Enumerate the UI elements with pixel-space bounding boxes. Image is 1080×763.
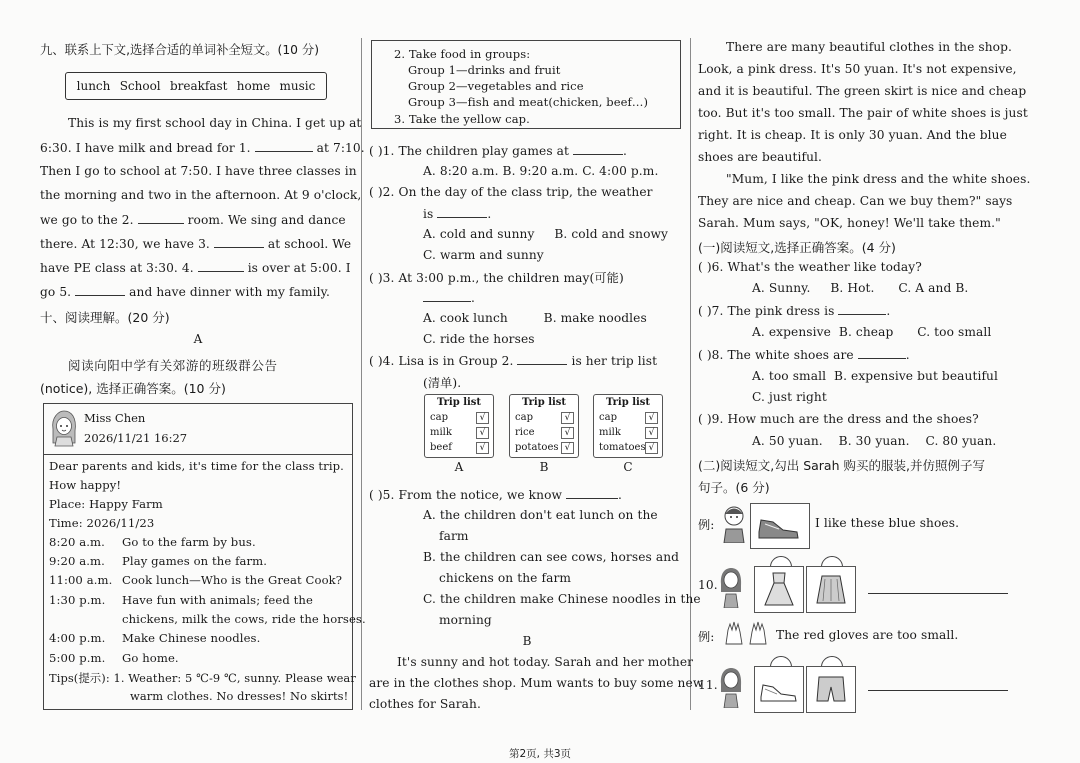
passage-line: right. It is cheap. It is only 30 yuan. And the blue	[698, 128, 1007, 142]
question-8-options: A. too small B. expensive but beautiful	[752, 369, 999, 383]
skirt-picture[interactable]	[806, 566, 856, 613]
notice-line: 2. Take food in groups:	[394, 47, 531, 61]
answer-blank[interactable]	[255, 140, 313, 152]
answer-blank[interactable]	[75, 284, 125, 296]
passage-line: clothes for Sarah.	[369, 697, 481, 711]
question-2-options: A. cold and sunny B. cold and snowy	[423, 227, 669, 241]
shoes-icon	[751, 504, 809, 548]
answer-blank[interactable]	[214, 236, 264, 248]
schedule-desc: chickens, milk the cows, ride the horses.	[122, 612, 366, 626]
example-label: 例:	[698, 630, 715, 644]
girl-icon	[718, 566, 744, 608]
answer-blank[interactable]	[423, 290, 471, 302]
trip-list-card	[593, 394, 663, 458]
trip-option-label: A	[454, 460, 464, 474]
question-9: ( )9. How much are the dress and the shoes?	[698, 412, 979, 426]
page-footer: 第2页, 共3页	[508, 748, 572, 760]
trip-item: potatoes	[515, 442, 559, 453]
question-3-options: A. cook lunch B. make noodles	[423, 311, 647, 325]
trip-item: beef	[430, 442, 452, 453]
passage-line: there. At 12:30, we have 3. at school. We	[40, 237, 352, 251]
trip-item: cap	[430, 412, 448, 423]
question-5-option: C. the children make Chinese noodles in the	[423, 592, 701, 606]
passage-line: are in the clothes shop. Mum wants to buy some new	[369, 676, 704, 690]
shorts-picture[interactable]	[806, 666, 856, 713]
answer-line[interactable]	[868, 689, 1008, 691]
shoes-icon	[755, 667, 803, 712]
passage-line: They are nice and cheap. Can we buy them?" says	[698, 194, 1013, 208]
question-8: ( )8. The white shoes are .	[698, 348, 910, 362]
question-4: ( )4. Lisa is in Group 2. is her trip list	[369, 354, 658, 368]
question-4-cont: (清单).	[423, 376, 462, 390]
passage-line: 6:30. I have milk and bread for 1. at 7:10.	[40, 141, 365, 155]
question-5-option: B. the children can see cows, horses and	[423, 550, 680, 564]
notice-tips: Tips(提示): 1. Weather: 5 ℃-9 ℃, sunny. Please wear	[49, 671, 356, 685]
word-bank	[65, 72, 327, 100]
question-1: ( )1. The children play games at .	[369, 144, 628, 158]
checkmark-icon: √	[476, 442, 489, 454]
word-bank-item: music	[279, 79, 316, 93]
part-a-label: A	[193, 332, 203, 346]
checkmark-icon: √	[645, 412, 658, 424]
trip-list-title: Trip list	[605, 397, 651, 408]
passage-line: too. But it's too small. The pair of white shoes is just	[698, 106, 1028, 120]
trip-item: rice	[515, 427, 535, 438]
passage-line: the morning and two in the afternoon. At 9 o'clock,	[40, 188, 362, 202]
schedule-desc: Cook lunch—Who is the Great Cook?	[122, 573, 343, 587]
passage-line: and it is beautiful. The green skirt is nice and cheap	[698, 84, 1027, 98]
notice-tips: warm clothes. No dresses! No skirts!	[130, 689, 349, 703]
trip-list-card	[509, 394, 579, 458]
dress-icon	[755, 567, 803, 612]
part-b-label: B	[522, 634, 532, 648]
checkmark-icon: √	[561, 427, 574, 439]
intro-line: 阅读向阳中学有关郊游的班级群公告	[68, 358, 278, 373]
trip-list-title: Trip list	[521, 397, 567, 408]
answer-blank[interactable]	[838, 303, 886, 315]
section-9-title: 九、联系上下文,选择合适的单词补全短文。(10 分)	[40, 43, 319, 57]
passage-line: Then I go to school at 7:50. I have three classes in	[40, 164, 357, 178]
trip-item: tomatoes	[599, 442, 646, 453]
checkmark-icon: √	[645, 442, 658, 454]
question-5-option: farm	[439, 529, 469, 543]
answer-blank[interactable]	[138, 212, 184, 224]
example-sentence: I like these blue shoes.	[815, 516, 960, 530]
teacher-avatar-icon	[49, 409, 79, 447]
passage-line: have PE class at 3:30. 4. is over at 5:00. I	[40, 261, 351, 275]
skirt-icon	[807, 567, 855, 612]
class-group-notice	[43, 403, 366, 710]
answer-blank-line: .	[423, 290, 475, 305]
question-3-options: C. ride the horses	[423, 332, 535, 346]
passage-line: Look, a pink dress. It's 50 yuan. It's not expensive,	[698, 62, 1017, 76]
question-9-options: A. 50 yuan. B. 30 yuan. C. 80 yuan.	[752, 434, 997, 448]
trip-option-label: C	[623, 460, 633, 474]
schedule-desc: Make Chinese noodles.	[122, 631, 261, 645]
answer-blank[interactable]	[858, 347, 906, 359]
schedule-time: 4:00 p.m.	[49, 631, 106, 645]
schedule-time: 8:20 a.m.	[49, 535, 105, 549]
question-3: ( )3. At 3:00 p.m., the children may(可能)	[369, 271, 624, 285]
notice-continuation-box	[371, 40, 681, 129]
question-2: ( )2. On the day of the class trip, the weather	[369, 185, 653, 199]
notice-datetime: 2026/11/21 16:27	[84, 431, 188, 445]
answer-blank[interactable]	[198, 260, 244, 272]
question-5-option: chickens on the farm	[439, 571, 572, 585]
word-bank-item: School	[119, 79, 161, 93]
girl-icon	[718, 666, 744, 708]
passage-line: Sarah. Mum says, "OK, honey! We'll take them."	[698, 216, 1001, 230]
question-5-option: A. the children don't eat lunch on the	[423, 508, 658, 522]
notice-line: Time: 2026/11/23	[49, 516, 155, 530]
checkmark-icon: √	[561, 412, 574, 424]
notice-line: Place: Happy Farm	[49, 497, 163, 511]
passage-line: This is my first school day in China. I get up at	[68, 116, 362, 130]
column-divider	[361, 38, 362, 710]
word-bank-item: home	[236, 79, 271, 93]
shoes-picture	[750, 503, 810, 549]
example-label: 例:	[698, 518, 715, 532]
question-7-options: A. expensive B. cheap C. too small	[752, 325, 992, 339]
schedule-time: 9:20 a.m.	[49, 554, 105, 568]
answer-blank[interactable]	[573, 143, 623, 155]
passage-line: shoes are beautiful.	[698, 150, 823, 164]
question-1-options: A. 8:20 a.m. B. 9:20 a.m. C. 4:00 p.m.	[423, 164, 659, 178]
question-7: ( )7. The pink dress is .	[698, 304, 891, 318]
trip-item: milk	[599, 427, 621, 438]
trip-list-card	[424, 394, 494, 458]
column-divider	[690, 38, 691, 710]
passage-line: go 5. and have dinner with my family.	[40, 285, 330, 299]
schedule-desc: Play games on the farm.	[122, 554, 268, 568]
example-sentence: The red gloves are too small.	[776, 628, 959, 642]
shorts-icon	[807, 667, 855, 712]
answer-blank[interactable]	[566, 487, 618, 499]
question-6-options: A. Sunny. B. Hot. C. A and B.	[752, 281, 969, 295]
dress-picture[interactable]	[754, 566, 804, 613]
passage-line: It's sunny and hot today. Sarah and her mother	[397, 655, 694, 669]
white-shoes-picture[interactable]	[754, 666, 804, 713]
question-2-options: C. warm and sunny	[423, 248, 544, 262]
subsection-1-title: (一)阅读短文,选择正确答案。(4 分)	[698, 240, 896, 255]
question-5: ( )5. From the notice, we know .	[369, 488, 623, 502]
boy-icon	[720, 503, 748, 543]
notice-line: Dear parents and kids, it's time for the class trip.	[49, 459, 344, 473]
question-6: ( )6. What's the weather like today?	[698, 260, 922, 274]
word-bank-item: lunch	[76, 79, 111, 93]
trip-item: milk	[430, 427, 452, 438]
checkmark-icon: √	[561, 442, 574, 454]
section-10-title: 十、阅读理解。(20 分)	[40, 310, 170, 325]
answer-blank[interactable]	[437, 206, 487, 218]
question-8-options: C. just right	[752, 390, 827, 404]
subsection-2-title: (二)阅读短文,勾出 Sarah 购买的服装,并仿照例子写	[698, 458, 985, 473]
answer-line[interactable]	[868, 592, 1008, 594]
item-number: 11.	[698, 678, 718, 692]
trip-item: cap	[515, 412, 533, 423]
checkmark-icon: √	[476, 427, 489, 439]
question-5-option: morning	[439, 613, 492, 627]
checkmark-icon: √	[645, 427, 658, 439]
schedule-desc: Go home.	[122, 651, 179, 665]
gloves-icon	[722, 618, 770, 648]
notice-line: Group 2—vegetables and rice	[408, 79, 584, 93]
answer-blank[interactable]	[517, 353, 567, 365]
notice-line: Group 3—fish and meat(chicken, beef…)	[408, 95, 649, 109]
notice-header	[44, 404, 352, 455]
question-2-cont: is .	[423, 207, 492, 221]
schedule-time: 11:00 a.m.	[49, 573, 113, 587]
word-bank-item: breakfast	[169, 79, 228, 93]
schedule-desc: Have fun with animals; feed the	[122, 593, 313, 607]
subsection-2-title: 句子。(6 分)	[698, 480, 770, 495]
passage-line: There are many beautiful clothes in the shop.	[726, 40, 1012, 54]
intro-line: (notice), 选择正确答案。(10 分)	[40, 381, 226, 396]
notice-line: 3. Take the yellow cap.	[394, 112, 530, 126]
trip-option-label: B	[539, 460, 549, 474]
notice-line: Group 1—drinks and fruit	[408, 63, 561, 77]
schedule-desc: Go to the farm by bus.	[122, 535, 256, 549]
item-number: 10.	[698, 578, 718, 592]
schedule-time: 1:30 p.m.	[49, 593, 106, 607]
passage-line: we go to the 2. room. We sing and dance	[40, 213, 346, 227]
notice-sender: Miss Chen	[84, 411, 146, 425]
notice-line: How happy!	[49, 478, 122, 492]
checkmark-icon: √	[476, 412, 489, 424]
trip-item: cap	[599, 412, 617, 423]
schedule-time: 5:00 p.m.	[49, 651, 106, 665]
passage-line: "Mum, I like the pink dress and the white shoes.	[726, 172, 1031, 186]
trip-list-title: Trip list	[436, 397, 482, 408]
